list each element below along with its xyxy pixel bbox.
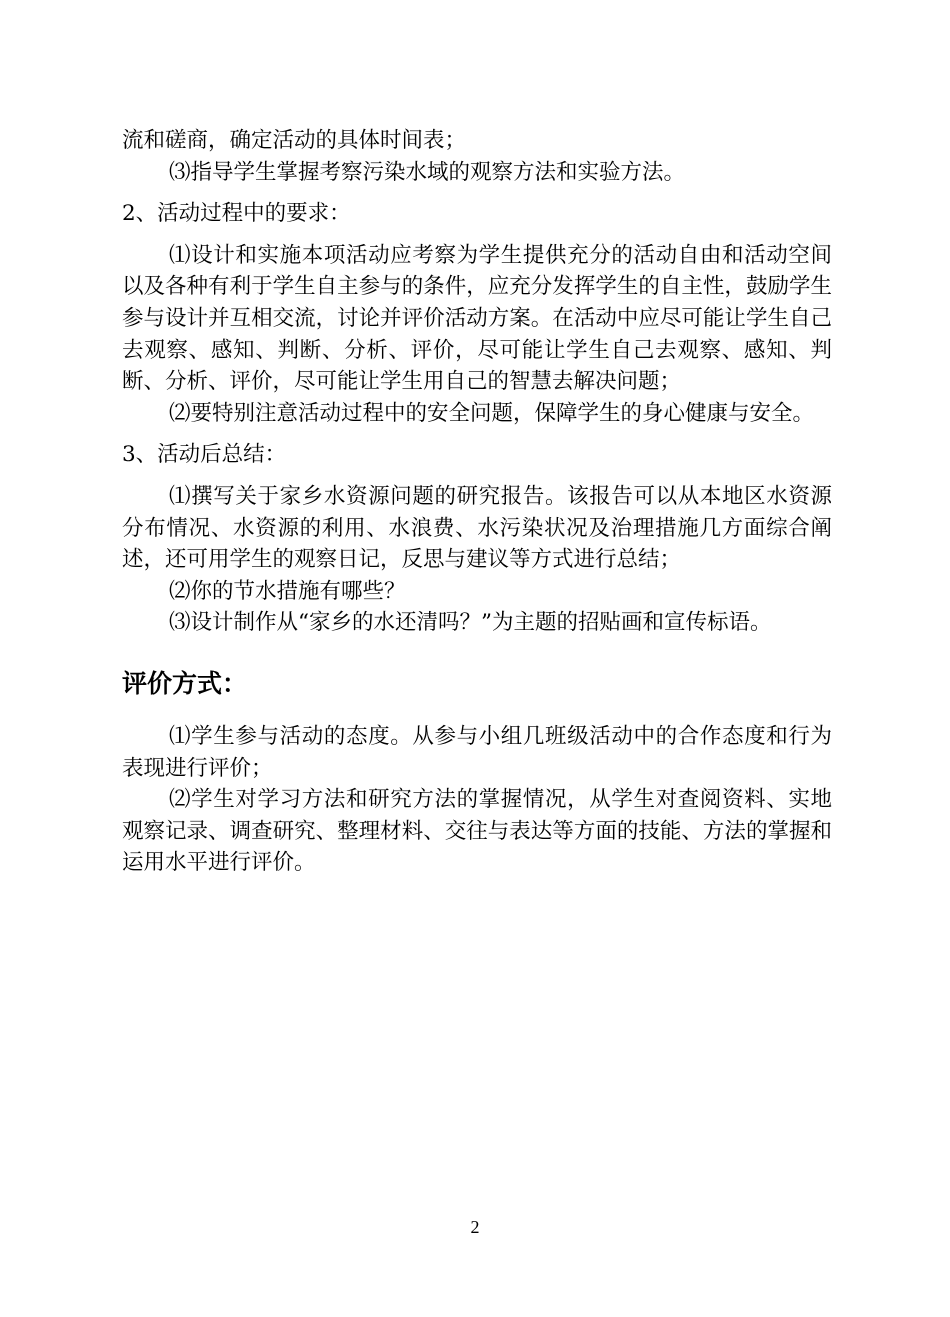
paragraph-summary-1: ⑴撰写关于家乡水资源问题的研究报告。该报告可以从本地区水资源分布情况、水资源的利用、水浪费、水污染状况及治理措施几方面综合阐述，还可用学生的观察日记，反思与建议等方式进行总结； <box>122 483 832 573</box>
paragraph-evaluation-1: ⑴学生参与活动的态度。从参与小组几班级活动中的合作态度和行为表现进行评价； <box>122 723 832 781</box>
heading-after-activity: 3、活动后总结： <box>122 442 287 468</box>
paragraph-requirement-2: ⑵要特别注意活动过程中的安全问题，保障学生的身心健康与安全。 <box>169 400 815 426</box>
paragraph-requirement-1: ⑴设计和实施本项活动应考察为学生提供充分的活动自由和活动空间以及各种有利于学生自主参与的条件，应充分发挥学生的自主性，鼓励学生参与设计并互相交流，讨论并评价活动方案。在活动中应尽可能让学生自己去观察、感知、判断、分析、评价，尽可能让学生自己去观察、感知、判断、分析、评价，尽可能让学生用自己的智慧去解决问题； <box>122 242 832 395</box>
document-page <box>122 125 832 879</box>
page-number: 2 <box>470 1217 480 1237</box>
paragraph-item-3: ⑶指导学生掌握考察污染水域的观察方法和实验方法。 <box>169 159 686 185</box>
paragraph-summary-3: ⑶设计制作从“家乡的水还清吗？”为主题的招贴画和宣传标语。 <box>169 610 772 636</box>
paragraph-summary-2: ⑵你的节水措施有哪些？ <box>169 578 406 604</box>
heading-during-activity: 2、活动过程中的要求： <box>122 201 351 227</box>
paragraph-continued: 流和磋商，确定活动的具体时间表； <box>122 128 467 153</box>
evaluation-heading: 评价方式： <box>122 668 248 698</box>
paragraph-evaluation-2: ⑵学生对学习方法和研究方法的掌握情况，从学生对查阅资料、实地观察记录、调查研究、整理材料、交往与表达等方面的技能、方法的掌握和运用水平进行评价。 <box>122 787 832 876</box>
